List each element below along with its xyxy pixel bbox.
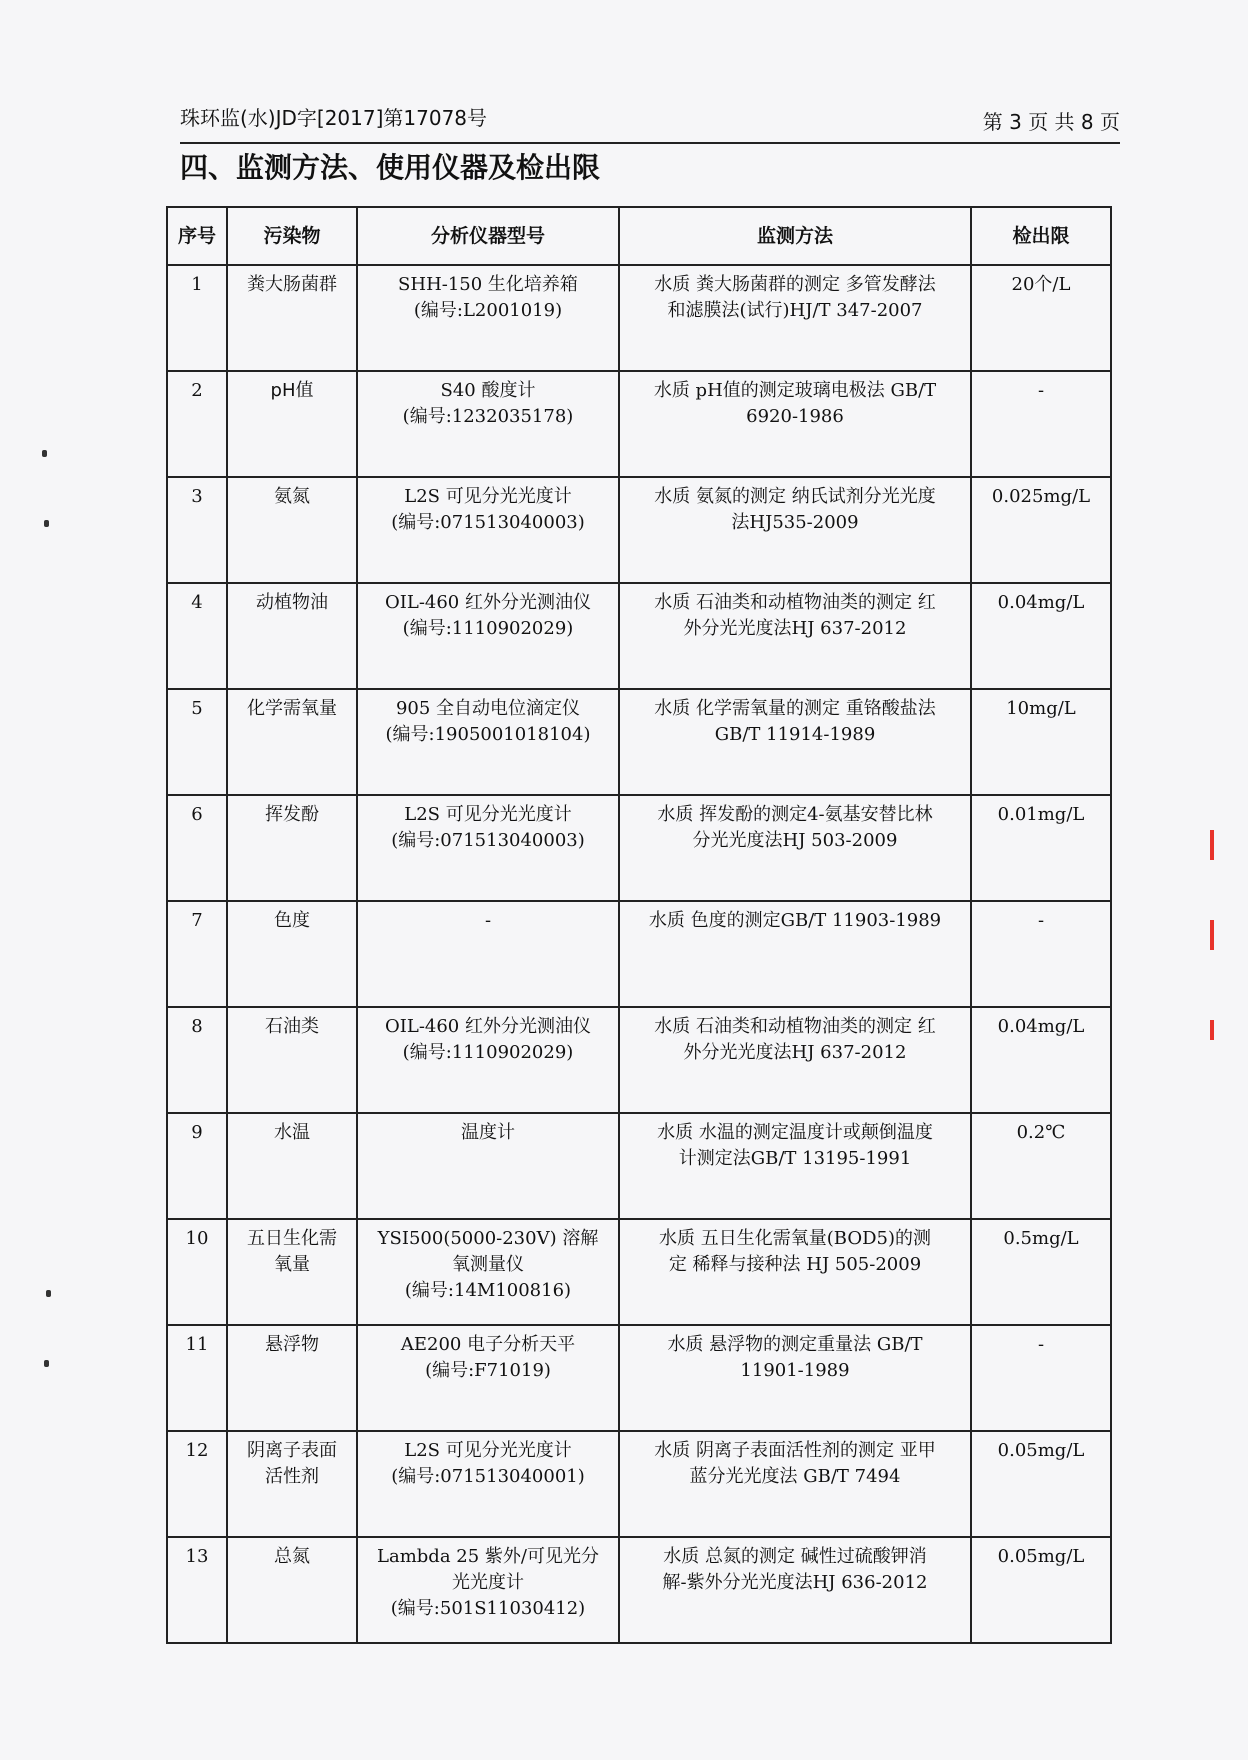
method-line: 水质 挥发酚的测定4-氨基安替比林	[657, 804, 933, 825]
table-row	[167, 795, 1111, 901]
instrument-line: (编号:071513040003)	[391, 512, 585, 533]
method-line: GB/T 11914-1989	[714, 724, 876, 745]
instrument-line: (编号:1232035178)	[402, 406, 574, 427]
table-row	[167, 901, 1111, 1007]
cell-pollutant	[227, 1325, 357, 1431]
instrument-line: (编号:1110902029)	[402, 618, 574, 639]
cell-method	[619, 477, 971, 583]
cell-limit: 0.01mg/L	[971, 795, 1111, 901]
table-row	[167, 689, 1111, 795]
col-header-no: 序号	[167, 207, 227, 265]
cell-method	[619, 1537, 971, 1643]
col-header-pollutant: 污染物	[227, 207, 357, 265]
cell-instrument	[357, 1537, 619, 1643]
method-line: 和滤膜法(试行)HJ/T 347-2007	[667, 300, 923, 321]
method-line: 水质 悬浮物的测定重量法 GB/T	[667, 1334, 923, 1355]
cell-instrument	[357, 901, 619, 1007]
cell-pollutant	[227, 1113, 357, 1219]
instrument-line: (编号:071513040001)	[391, 1466, 585, 1487]
col-header-method: 监测方法	[619, 207, 971, 265]
pollutant-line: pH值	[270, 380, 314, 401]
cell-pollutant	[227, 1219, 357, 1325]
method-line: 水质 阴离子表面活性剂的测定 亚甲	[654, 1440, 936, 1461]
cell-instrument	[357, 1325, 619, 1431]
cell-pollutant	[227, 1537, 357, 1643]
instrument-line: SHH-150 生化培养箱	[398, 274, 578, 295]
pollutant-line: 石油类	[265, 1016, 319, 1037]
page-header	[180, 98, 1120, 144]
method-line: 水质 色度的测定GB/T 11903-1989	[648, 910, 942, 931]
cell-limit: 0.04mg/L	[971, 583, 1111, 689]
page-number: 第 3 页 共 8 页	[982, 110, 1120, 134]
table-header-row	[167, 207, 1111, 265]
method-line: 外分光光度法HJ 637-2012	[683, 618, 907, 639]
pollutant-line: 化学需氧量	[247, 698, 337, 719]
punch-mark	[44, 520, 49, 527]
cell-no: 11	[167, 1325, 227, 1431]
cell-no: 12	[167, 1431, 227, 1537]
method-line: 水质 粪大肠菌群的测定 多管发酵法	[654, 274, 936, 295]
punch-mark	[42, 450, 47, 457]
method-line: 水质 氨氮的测定 纳氏试剂分光光度	[654, 486, 936, 507]
cell-pollutant	[227, 265, 357, 371]
cell-pollutant	[227, 371, 357, 477]
instrument-line: OIL-460 红外分光测油仪	[385, 1016, 591, 1037]
cell-limit: -	[971, 901, 1111, 1007]
cell-pollutant	[227, 689, 357, 795]
cell-instrument	[357, 1219, 619, 1325]
method-line: 外分光光度法HJ 637-2012	[683, 1042, 907, 1063]
cell-no: 13	[167, 1537, 227, 1643]
instrument-line: (编号:1905001018104)	[385, 724, 591, 745]
method-line: 法HJ535-2009	[731, 512, 859, 533]
table-row	[167, 1007, 1111, 1113]
pollutant-line: 水温	[274, 1122, 310, 1143]
cell-limit: 0.5mg/L	[971, 1219, 1111, 1325]
instrument-line: (编号:1110902029)	[402, 1042, 574, 1063]
cell-pollutant	[227, 583, 357, 689]
pollutant-line: 氨氮	[274, 486, 310, 507]
methods-table	[166, 206, 1112, 1644]
instrument-line: (编号:F71019)	[425, 1360, 551, 1381]
punch-mark	[46, 1290, 51, 1297]
cell-method	[619, 689, 971, 795]
col-header-instrument: 分析仪器型号	[357, 207, 619, 265]
cell-instrument	[357, 689, 619, 795]
cell-limit: 0.04mg/L	[971, 1007, 1111, 1113]
table-row	[167, 583, 1111, 689]
red-seal-fragment	[1210, 820, 1248, 1080]
instrument-line: L2S 可见分光光度计	[404, 1440, 572, 1461]
pollutant-line: 挥发酚	[265, 804, 319, 825]
cell-method	[619, 795, 971, 901]
punch-mark	[44, 1360, 49, 1367]
cell-pollutant	[227, 1431, 357, 1537]
cell-method	[619, 1007, 971, 1113]
cell-limit: 10mg/L	[971, 689, 1111, 795]
method-line: 水质 石油类和动植物油类的测定 红	[654, 592, 936, 613]
method-line: 11901-1989	[740, 1360, 850, 1381]
method-line: 水质 五日生化需氧量(BOD5)的测	[659, 1228, 931, 1249]
cell-no: 1	[167, 265, 227, 371]
cell-method	[619, 1113, 971, 1219]
table-row	[167, 1113, 1111, 1219]
method-line: 水质 石油类和动植物油类的测定 红	[654, 1016, 936, 1037]
table-row	[167, 1219, 1111, 1325]
method-line: 分光光度法HJ 503-2009	[692, 830, 898, 851]
section-title: 四、监测方法、使用仪器及检出限	[180, 151, 601, 184]
cell-method	[619, 1325, 971, 1431]
cell-limit: 20个/L	[971, 265, 1111, 371]
table-body	[167, 265, 1111, 1643]
instrument-line: OIL-460 红外分光测油仪	[385, 592, 591, 613]
cell-no: 5	[167, 689, 227, 795]
instrument-line: 氧测量仪	[452, 1254, 524, 1275]
cell-no: 6	[167, 795, 227, 901]
cell-instrument	[357, 795, 619, 901]
pollutant-line: 悬浮物	[265, 1334, 319, 1355]
cell-pollutant	[227, 477, 357, 583]
instrument-line: (编号:501S11030412)	[390, 1598, 586, 1619]
instrument-line: (编号:14M100816)	[404, 1280, 572, 1301]
instrument-line: (编号:L2001019)	[413, 300, 563, 321]
method-line: 计测定法GB/T 13195-1991	[678, 1148, 912, 1169]
report-number: 珠环监(水)JD字[2017]第17078号	[180, 106, 488, 130]
table-row	[167, 477, 1111, 583]
instrument-line: 温度计	[461, 1122, 515, 1143]
cell-limit: 0.05mg/L	[971, 1431, 1111, 1537]
cell-no: 7	[167, 901, 227, 1007]
cell-instrument	[357, 265, 619, 371]
pollutant-line: 氧量	[274, 1254, 310, 1275]
cell-instrument	[357, 371, 619, 477]
cell-limit: 0.2℃	[971, 1113, 1111, 1219]
table-row	[167, 371, 1111, 477]
cell-no: 10	[167, 1219, 227, 1325]
instrument-line: Lambda 25 紫外/可见光分	[377, 1546, 599, 1567]
cell-no: 9	[167, 1113, 227, 1219]
instrument-line: (编号:071513040003)	[391, 830, 585, 851]
cell-no: 8	[167, 1007, 227, 1113]
cell-method	[619, 583, 971, 689]
cell-instrument	[357, 1431, 619, 1537]
table-row	[167, 1431, 1111, 1537]
table-row	[167, 1325, 1111, 1431]
cell-instrument	[357, 477, 619, 583]
cell-method	[619, 1219, 971, 1325]
cell-no: 2	[167, 371, 227, 477]
cell-limit: -	[971, 1325, 1111, 1431]
cell-instrument	[357, 1007, 619, 1113]
cell-method	[619, 901, 971, 1007]
method-line: 水质 化学需氧量的测定 重铬酸盐法	[654, 698, 936, 719]
cell-no: 3	[167, 477, 227, 583]
cell-pollutant	[227, 901, 357, 1007]
method-line: 解-紫外分光光度法HJ 636-2012	[662, 1572, 928, 1593]
method-line: 6920-1986	[746, 406, 844, 427]
pollutant-line: 动植物油	[256, 592, 328, 613]
cell-instrument	[357, 583, 619, 689]
cell-pollutant	[227, 795, 357, 901]
pollutant-line: 活性剂	[265, 1466, 319, 1487]
cell-limit: 0.05mg/L	[971, 1537, 1111, 1643]
method-line: 定 稀释与接种法 HJ 505-2009	[668, 1254, 922, 1275]
cell-pollutant	[227, 1007, 357, 1113]
pollutant-line: 粪大肠菌群	[247, 274, 337, 295]
instrument-line: YSI500(5000-230V) 溶解	[377, 1228, 599, 1249]
instrument-line: -	[484, 910, 492, 931]
pollutant-line: 五日生化需	[247, 1228, 337, 1249]
instrument-line: 光光度计	[452, 1572, 524, 1593]
cell-no: 4	[167, 583, 227, 689]
instrument-line: 905 全自动电位滴定仪	[395, 698, 581, 719]
cell-method	[619, 1431, 971, 1537]
col-header-limit: 检出限	[971, 207, 1111, 265]
instrument-line: S40 酸度计	[440, 380, 536, 401]
cell-limit: 0.025mg/L	[971, 477, 1111, 583]
pollutant-line: 总氮	[274, 1546, 310, 1567]
instrument-line: L2S 可见分光光度计	[404, 486, 572, 507]
pollutant-line: 色度	[274, 910, 310, 931]
pollutant-line: 阴离子表面	[247, 1440, 337, 1461]
instrument-line: AE200 电子分析天平	[400, 1334, 576, 1355]
table-row	[167, 265, 1111, 371]
cell-method	[619, 371, 971, 477]
cell-instrument	[357, 1113, 619, 1219]
instrument-line: L2S 可见分光光度计	[404, 804, 572, 825]
cell-method	[619, 265, 971, 371]
cell-limit: -	[971, 371, 1111, 477]
table-row	[167, 1537, 1111, 1643]
method-line: 水质 水温的测定温度计或颠倒温度	[657, 1122, 933, 1143]
method-line: 水质 pH值的测定玻璃电极法 GB/T	[653, 380, 937, 401]
method-line: 蓝分光光度法 GB/T 7494	[689, 1466, 901, 1487]
method-line: 水质 总氮的测定 碱性过硫酸钾消	[663, 1546, 927, 1567]
